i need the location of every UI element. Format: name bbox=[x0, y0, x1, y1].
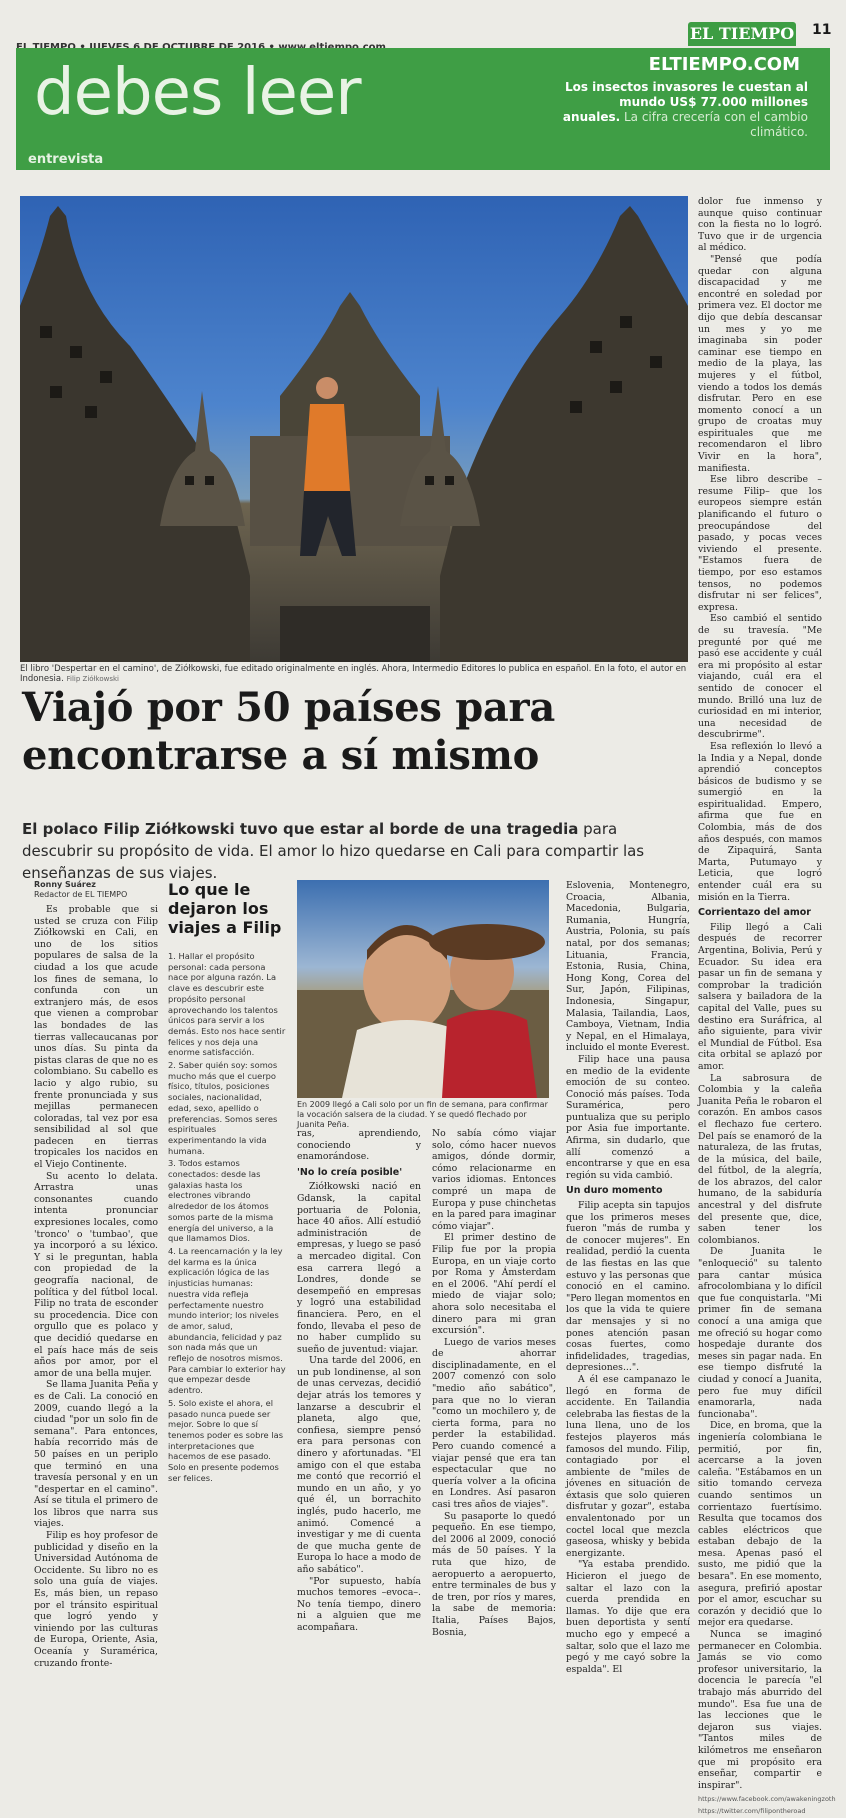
banner-blurb bbox=[560, 80, 808, 140]
blurb-rest: La cifra crecería con el cambio climático. bbox=[623, 110, 808, 139]
paragraph: A él ese campanazo le llegó en forma de accidente. En Tailandia celebraba las fiestas de la luna llena, uno de los festejos playeros más famosos del mundo. Filip, contagiado por el ambiente de "miles de jóvenes en situación de éxtasis que solo quieren disfrutar y gozar", estaba envalentonado por un coctel local que mezcla gaseosa, whisky y bebida energizante. bbox=[566, 1373, 690, 1559]
paragraph: Se llama Juanita Peña y es de Cali. La conoció en 2009, cuando llegó a la ciudad "por un solo fin de semana". Para entonces, había recorrido más de 50 países en un periplo que terminó en una travesía personal y en un "despertar en el camino". Así se titula el primero de los libros que narra sus viajes. bbox=[34, 1379, 158, 1530]
article-column-6 bbox=[698, 196, 836, 1815]
paragraph: Eso cambió el sentido de su travesía. "Me pregunté por qué me pasó ese accidente y cuál era mi propósito al estar viajando, cuál era el sentido de conocer el mundo. Brilló una luz de curiosidad en mi interior, una necesidad de descubrirme". bbox=[698, 613, 822, 741]
paragraph: "Ya estaba prendido. Hicieron el juego de saltar el lazo con la cuerda prendida en llamas. Yo dije que era buen deportista y sentí mucho ego y empecé a saltar, solo que el lazo me pegó y me cayó sobre la espalda". El bbox=[566, 1559, 690, 1675]
paragraph: Nunca se imaginó permanecer en Colombia. Jamás se vio como profesor universitario, la docencia le parecía "el trabajo más aburrido del mundo". Esa fue una de las lecciones que le dejaron sus viajes. "Tantos miles de kilómetros me enseñaron que mi propósito era enseñar, compartir e inspirar". bbox=[698, 1629, 822, 1791]
sidebar-item: 3. Todos estamos conectados: desde las galaxias hasta los electrones vibrando alrededor de los átomos somos parte de la misma energía del universo, a la que llamamos Dios. bbox=[168, 1158, 274, 1244]
subhead: Corrientazo del amor bbox=[698, 907, 811, 919]
paragraph: Su acento lo delata. Arrastra unas consonantes cuando intenta pronunciar expresiones locales, como 'tronco' o 'tumbao', que ya incorporó a su léxico. Y si le preguntan, habla con propiedad de la geografía nacional, de política y del fútbol local. Filip no trata de esconder su procedencia. Dice con orgullo que es polaco y que decidió quedarse en el país hace más de seis años por amor, por el amor de una bella mujer. bbox=[34, 1170, 158, 1379]
paragraph: "Por supuesto, había muchos temores –evoca–. No tenía tiempo, dinero ni a alguien que me acompañara. bbox=[297, 1575, 421, 1633]
paragraph: La sabrosura de Colombia y la caleña Juanita Peña le robaron el corazón. En ambos casos el flechazo fue certero. Del país se enamoró de la naturaleza, de las frutas, de la música, del baile, del fútbol, de la alegría, de los abrazos, del calor humano, de la sabiduría ancestral y del disfrute del presente que, dice, saben tener los colombianos. bbox=[698, 1072, 822, 1246]
paragraph: "Pensé que podía quedar con alguna discapacidad y me encontré en soledad por primera vez. El doctor me dijo que debía descansar un mes y yo me imaginaba sin poder caminar ese tiempo en medio de la playa, las mujeres y el fútbol, viendo a todos los demás disfrutar. Pero en ese momento conocí a un grupo de croatas muy espirituales que me recomendaron el libro Vivir en la hora", manifiesta. bbox=[698, 253, 822, 474]
paragraph: Filip es hoy profesor de publicidad y diseño en la Universidad Autónoma de Occidente. Su libro no es solo una guía de viajes. Es, más bien, un repaso por el tránsito espiritual que logró yendo y viniendo por las culturas de Europa, Oriente, Asia, Oceanía y Suramérica, cruzando fronte- bbox=[34, 1530, 158, 1669]
article-column-3 bbox=[297, 1128, 421, 1633]
temple-illustration bbox=[20, 196, 688, 662]
blurb-bold: Los insectos invasores le cuestan al mundo US$ 77.000 millones anuales. bbox=[562, 80, 808, 124]
paragraph: Filip acepta sin tapujos que los primeros meses fueron "más de rumba y de conocer mujeres". En realidad, perdió la cuenta de las fiestas en las que estuvo y las personas que conoció en el camino. "Pero llegan momentos en los que la vida te quiere dar mensajes y si no pones atención pasan cosas fuertes, como infidelidades, tragedias, depresiones...". bbox=[566, 1200, 690, 1374]
paragraph: Eslovenia, Montenegro, Croacia, Albania, Macedonia, Bulgaria, Rumania, Hungría, Austria, Polonia, su país natal, por dos semanas; Lituania, Francia, Estonia, Rusia, China, Hong Kong, Corea del Sur, Japón, Filipinas, Indonesia, Singapur, Malasia, Tailandia, Laos, Camboya, Vietnam, India y Nepal, en el Himalaya, incluido el monte Everest. bbox=[566, 880, 690, 1054]
deck-rest: para descubrir su propósito de vida. El amor lo hizo quedarse en Cali para compartir las enseñanzas de sus viajes. bbox=[22, 820, 645, 882]
couple-photo bbox=[297, 880, 549, 1098]
sidebar-item: 4. La reencarnación y la ley del karma es la única explicación lógica de las injusticias humanas: nuestra vida refleja perfectamente nuestro mundo interior; los niveles de amor, salud, abundancia, felicidad y paz son nada más que un reflejo de nosotros mismos. Para cambiar lo exterior hay que empezar desde adentro. bbox=[168, 1245, 286, 1396]
paragraph: dolor fue inmenso y aunque quiso continuar con la fiesta no lo logró. Tuvo que ir de urgencia al médico. bbox=[698, 196, 822, 254]
paragraph: No sabía cómo viajar solo, cómo hacer nuevos amigos, dónde dormir, cómo relacionarme en varios idiomas. Entonces compré un mapa de Europa y puse chinchetas en la pared para imaginar cómo viajar". bbox=[432, 1128, 556, 1232]
paragraph: Ese libro describe –resume Filip– que los europeos siempre están planificando el futuro o preocupándose del pasado, y pocas veces viviendo el presente. "Estamos fuera de tiempo, por eso estamos tensos, no podemos disfrutar ni ser felices", expresa. bbox=[698, 474, 822, 613]
byline-name: Ronny Suárez bbox=[34, 880, 96, 889]
subhead: 'No lo creía posible' bbox=[297, 1166, 403, 1178]
social-link[interactable]: https://www.facebook.com/awakeningzoth bbox=[698, 1795, 836, 1804]
main-photo-caption bbox=[20, 664, 688, 684]
section-title: debes leer bbox=[34, 56, 361, 130]
byline-role: Redactor de EL TIEMPO bbox=[34, 890, 128, 899]
paragraph: Filip hace una pausa en medio de la evidente emoción de su conteo. Conoció más países. Toda Suramérica, pero puntualiza que su periplo por Asia fue importante. Afirma, sin dudarlo, que allí comenzó a encontrarse y que en esa región su vida cambió. bbox=[566, 1053, 690, 1181]
sidebar-item: 5. Solo existe el ahora, el pasado nunca puede ser mejor. Sobre lo que sí tenemos poder es sobre las interpretaciones que hacemos de ese pasado. Solo en presente podemos ser felices. bbox=[168, 1397, 284, 1483]
sidebar-title: Lo que le dejaron los viajes a Filip bbox=[168, 880, 282, 937]
article-column-4 bbox=[432, 1128, 556, 1638]
sidebar-item: 1. Hallar el propósito personal: cada persona nace por alguna razón. La clave es descubrir este propósito personal aprovechando los talentos únicos para servir a los demás. Esto nos hace sentir felices y nos deja una enorme satisfacción. bbox=[168, 951, 286, 1058]
subhead: Un duro momento bbox=[566, 1185, 663, 1197]
deck bbox=[22, 818, 692, 884]
paragraph: Luego de varios meses de ahorrar disciplinadamente, en el 2007 comenzó con solo "medio año sabático", para que no lo vieran "como un mochilero y, de cierta forma, para no perder la estabilidad. Pero cuando comencé a viajar pensé que era tan espectacular que no quería volver a la oficina en Londres. Así pasaron casi tres años de viajes". bbox=[432, 1336, 556, 1510]
paragraph: Es probable que si usted se cruza con Filip Ziółkowski en Cali, en uno de los sitios populares de salsa de la ciudad a los que acude los fines de semana, lo confunda con un extranjero más, de esos que vienen a comprobar las bondades de las tierras vallecaucanas por unos días. Su pinta da pistas claras de que no es colombiano. Su cabello es lacio y algo rubio, su frente pronunciada y sus mejillas permanecen coloradas, tal vez por esa sensibilidad al sol que padecen en tierras tropicales los nacidos en el Viejo Continente. bbox=[34, 904, 158, 1171]
banner-site-link[interactable]: ELTIEMPO.COM bbox=[648, 54, 800, 75]
couple-illustration bbox=[297, 880, 549, 1098]
paragraph: El primer destino de Filip fue por la propia Europa, en un viaje corto por Roma y Ámsterdam en el 2006. "Ahí perdí el miedo de viajar solo; ahora solo necesitaba el dinero para mi gran excursión". bbox=[432, 1232, 556, 1337]
byline bbox=[34, 880, 127, 900]
paragraph: ras, aprendiendo, conociendo y enamorándose. bbox=[297, 1128, 421, 1163]
photo-credit: Filip Ziółkowski bbox=[66, 675, 120, 683]
couple-photo-caption: En 2009 llegó a Cali solo por un fin de semana, para confirmar la vocación salsera de la ciudad. Y se quedó flechado por Juanita Peña. bbox=[297, 1100, 548, 1129]
page-number: 11 bbox=[812, 22, 832, 38]
paragraph: Esa reflexión lo llevó a la India y a Nepal, donde aprendió conceptos básicos de budismo y se sumergió en la espiritualidad. Empero, afirma que fue en Colombia, más de dos años después, con mamos de Zipaquirá, Santa Marta, Putumayo y Leticia, que logró entender cuál era su misión en la Tierra. bbox=[698, 740, 822, 903]
paragraph: Filip llegó a Cali después de recorrer Argentina, Bolivia, Perú y Ecuador. Su idea era pasar un fin de semana y comprobar la tradición salsera y bailadora de la capital del Valle, pues su destino era Suráfrica, al año siguiente, para vivir el Mundial de Fútbol. Esa cita orbital se aplazó por amor. bbox=[698, 921, 822, 1072]
article-column-1 bbox=[34, 904, 158, 1669]
headline: Viajó por 50 países para encontrarse a sí mismo bbox=[22, 684, 555, 779]
brand-tab: EL TIEMPO bbox=[688, 22, 796, 46]
section-subtitle: entrevista bbox=[28, 152, 104, 167]
paragraph: Su pasaporte lo quedó pequeño. En ese tiempo, del 2006 al 2009, conoció más de 50 países. Y la ruta que hizo, de aeropuerto a aeropuerto, entre terminales de bus y de tren, por ríos y mares, la sabe de memoria: Italia, Países Bajos, Bosnia, bbox=[432, 1510, 556, 1638]
article-column-5 bbox=[566, 880, 690, 1675]
paragraph: Una tarde del 2006, en un pub londinense, al son de unas cervezas, decidió dejar atrás los temores y lanzarse a descubrir el planeta, algo que, confiesa, siempre pensó era para personas con dinero y afortunadas. "El amigo con el que estaba me contó que recorrió el mundo en un año, y yo qué él, un borrachito inglés, pudo hacerlo, me animó. Comencé a investigar y me di cuenta de que mucha gente de Europa lo hace a modo de año sabático". bbox=[297, 1355, 421, 1575]
paragraph: De Juanita le "enloqueció" su talento para cantar música afrocolombiana y lo difícil que fue conquistarla. "Mi primer fin de semana conocí a una amiga que me ofreció su hogar como hospedaje durante dos meses sin pagar nada. En ese tiempo disfruté la ciudad y conocí a Juanita, pero fue muy difícil enamorarla, nada funcionaba". bbox=[698, 1246, 822, 1420]
paragraph: Ziółkowski nació en Gdansk, la capital portuaria de Polonia, hace 40 años. Allí estudió administración de empresas, y luego se pasó a mercadeo digital. Con esa carrera llegó a Londres, donde se desempeñó en empresas y logró una estabilidad financiera. Pero, en el fondo, llevaba el peso de no haber cumplido su sueño de juventud: viajar. bbox=[297, 1181, 421, 1355]
deck-bold: El polaco Filip Ziółkowski tuvo que estar al borde de una tragedia bbox=[22, 820, 579, 838]
paragraph: Dice, en broma, que la ingeniería colombiana le permitió, por fin, acercarse a la joven caleña. "Estábamos en un sitio tomando cerveza cuando sentimos un corrientazo fuertísimo. Resulta que tocamos dos cables eléctricos que estaban debajo de la mesa. Apenas pasó el susto, me pidió que la besara". En ese momento, asegura, prefirió apostar por el amor, escuchar su corazón y decidió que lo mejor era quedarse. bbox=[698, 1420, 822, 1629]
sidebar-box bbox=[168, 880, 286, 1580]
social-link[interactable]: https://twitter.com/filipontheroad bbox=[698, 1806, 806, 1815]
main-photo bbox=[20, 196, 688, 662]
caption-text: El libro 'Despertar en el camino', de Ziółkowski, fue editado originalmente en inglés. Ahora, Intermedio Editores lo publica en español. En la foto, el autor en Indonesia. bbox=[20, 664, 687, 684]
sidebar-item: 2. Saber quién soy: somos mucho más que el cuerpo físico, títulos, posiciones sociales, nacionalidad, edad, sexo, apellido o preferencias. Somos seres espirituales experimentando la vida humana. bbox=[168, 1060, 278, 1156]
